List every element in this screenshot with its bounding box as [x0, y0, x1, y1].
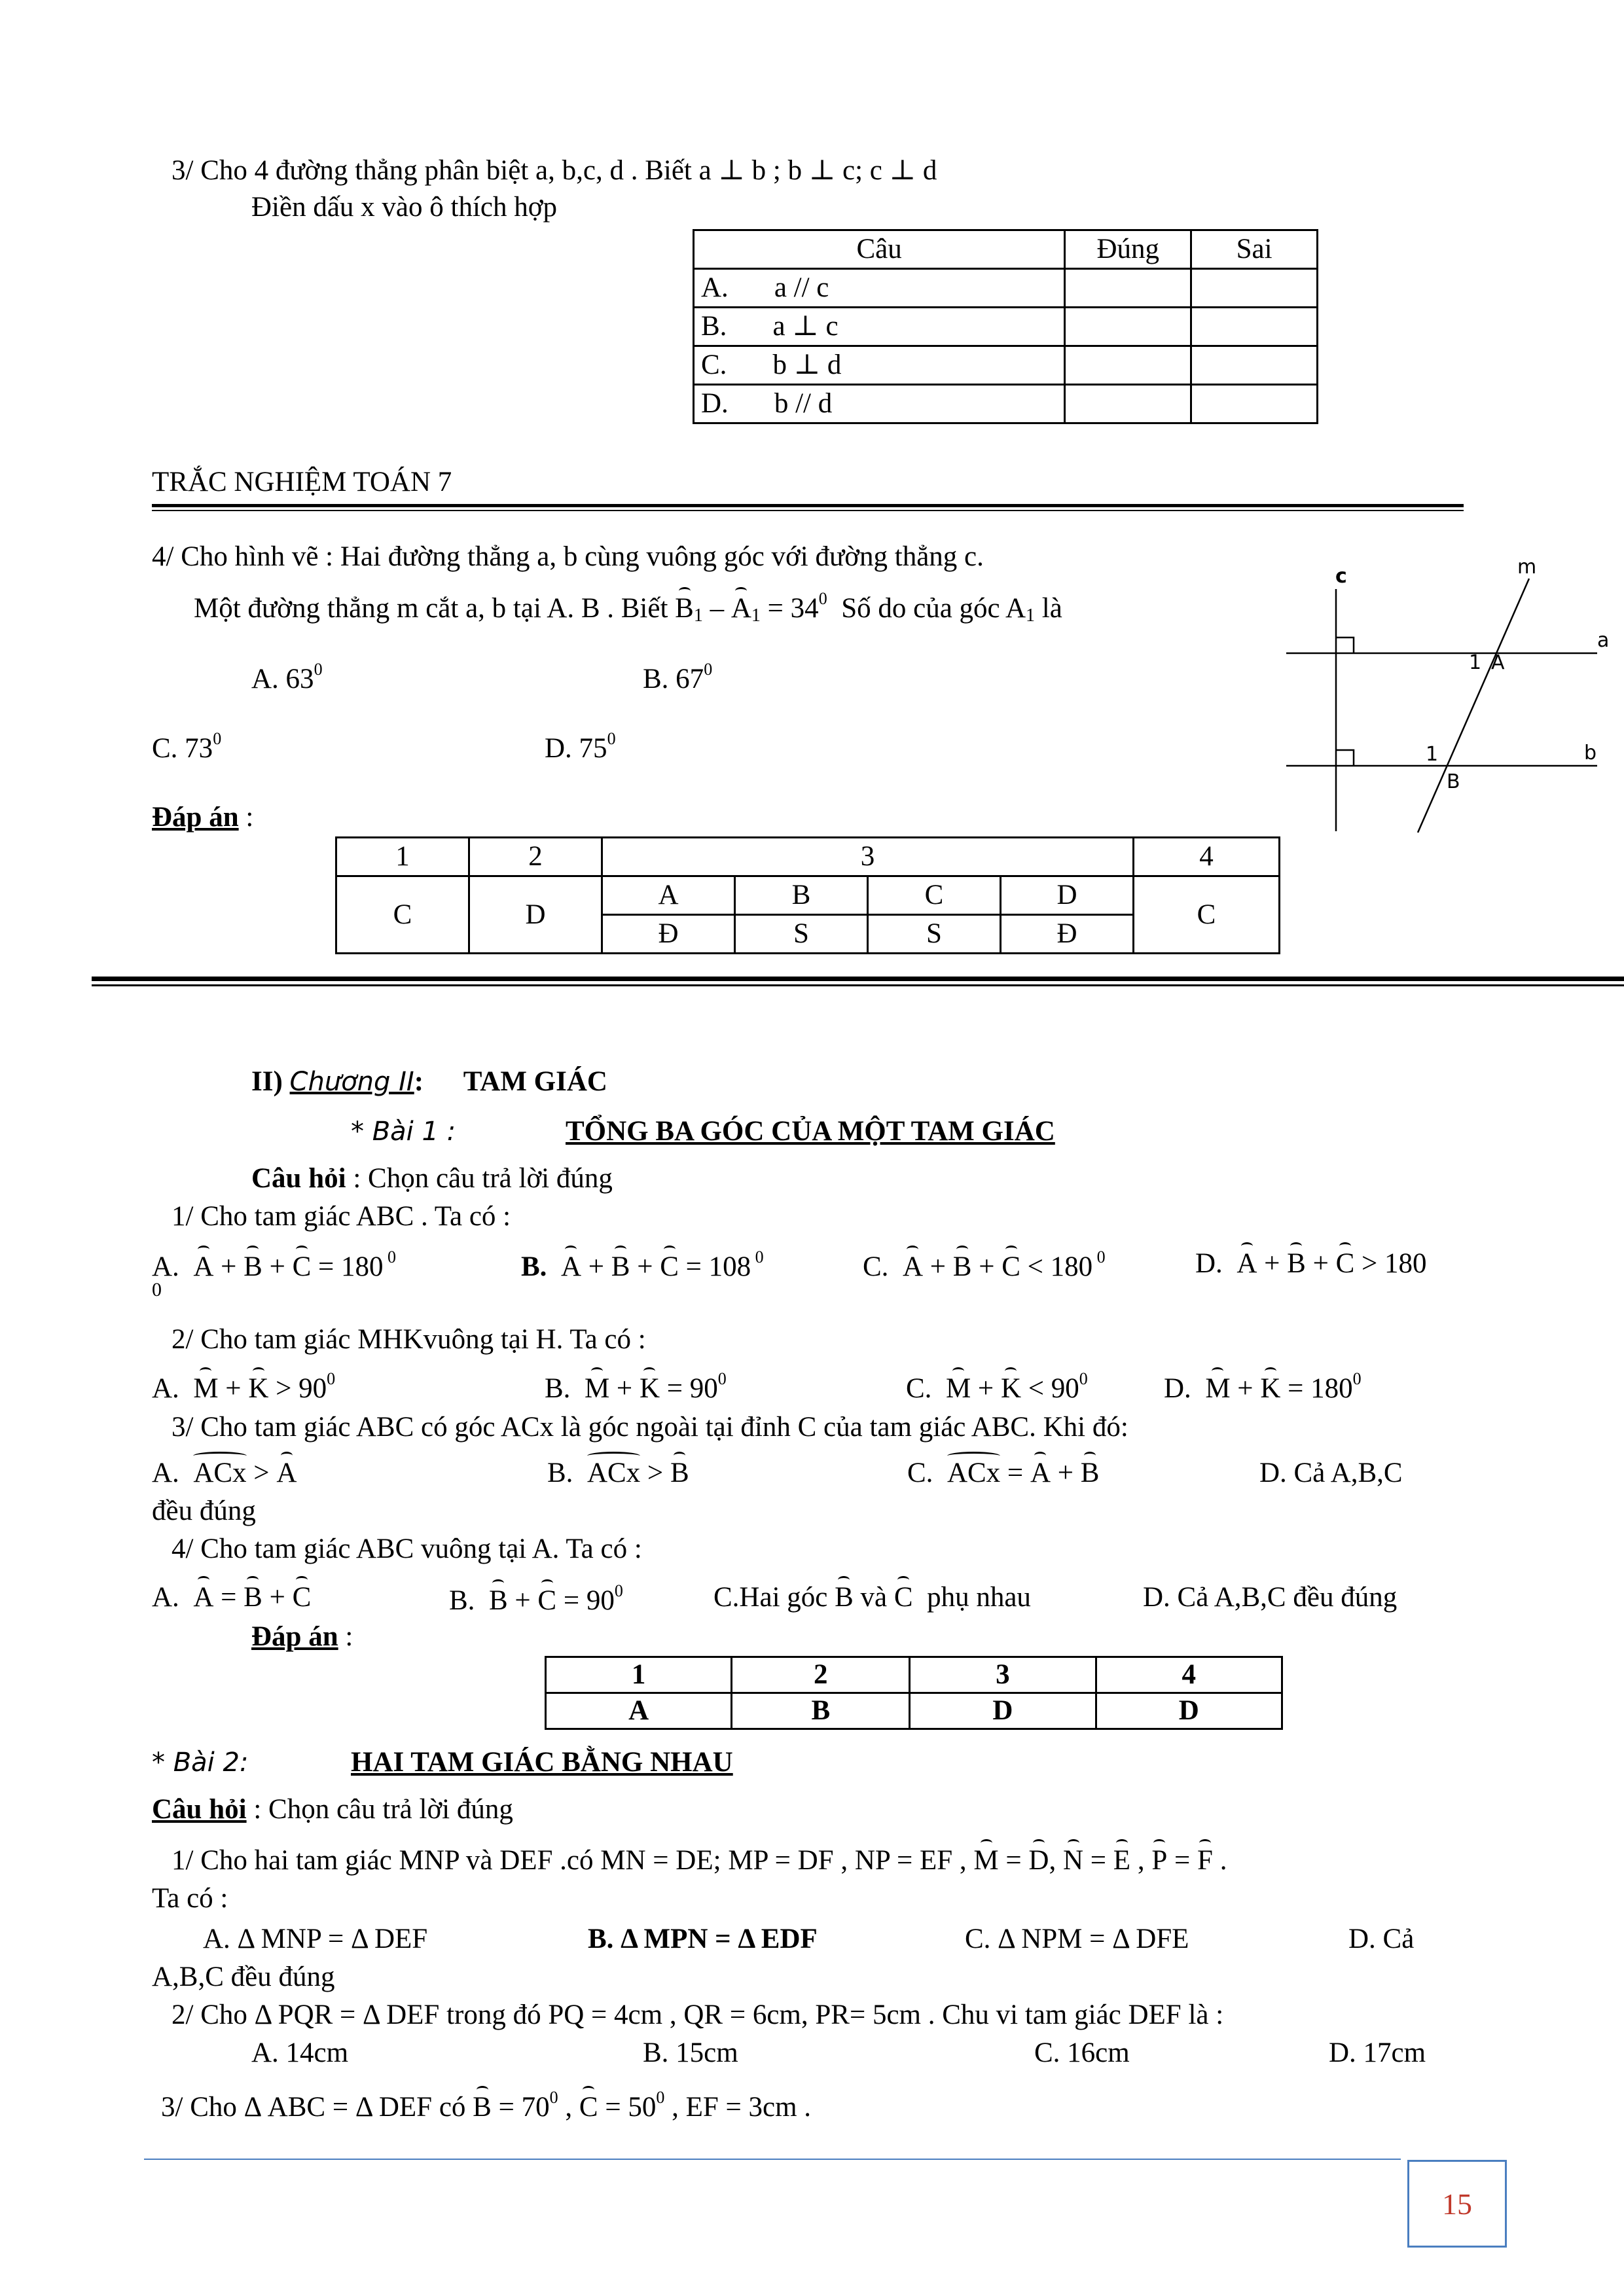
- q3-letter-c: C: [868, 876, 1001, 915]
- l1-q2-stem: 2/ Cho tam giác MHKvuông tại H. Ta có :: [171, 1324, 646, 1355]
- l2-q1-option-d[interactable]: D. Cả: [1348, 1924, 1415, 1954]
- l1-q3-stem: 3/ Cho tam giác ABC có góc ACx là góc ngoài tại đỉnh C của tam giác ABC. Khi đó:: [171, 1412, 1128, 1443]
- l2-q1-wrap: Ta có :: [152, 1883, 228, 1914]
- col-2: 2: [732, 1657, 910, 1693]
- l1-q2-option-c[interactable]: C. $M + K < 90^0$: [906, 1369, 1088, 1404]
- table-row: [336, 838, 1280, 876]
- row-b-statement: B. a ⊥ c: [694, 308, 1065, 346]
- q3-instruction: Điền dấu x vào ô thích hợp: [251, 192, 557, 223]
- l2-q2-option-d[interactable]: D. 17cm: [1329, 2037, 1426, 2068]
- row-d-sai-cell[interactable]: [1191, 385, 1318, 423]
- lesson2-title: HAI TAM GIÁC BẰNG NHAU: [351, 1747, 733, 1778]
- l1-q3-option-c[interactable]: C. ACx = A + B: [907, 1458, 1100, 1488]
- label-b: b: [1584, 742, 1597, 764]
- answers-1-table: [335, 836, 1280, 954]
- answer-q2: D: [469, 876, 602, 954]
- l2-q2-option-a[interactable]: A. 14cm: [251, 2037, 349, 2068]
- l1-q1-stem: 1/ Cho tam giác ABC . Ta có :: [171, 1201, 511, 1232]
- header-cau: Câu: [694, 230, 1065, 269]
- label-c: c: [1335, 565, 1347, 588]
- row-d-dung-cell[interactable]: [1065, 385, 1191, 423]
- l1-q1-option-c[interactable]: C. A + B + C < 180 $^0$: [863, 1247, 1106, 1282]
- col-4: 4: [1096, 1657, 1282, 1693]
- l1-q4-option-a[interactable]: A. A = B + C: [152, 1582, 312, 1613]
- table-row: [336, 876, 1280, 915]
- row-c-statement: C. b ⊥ d: [694, 346, 1065, 385]
- l1-q3-option-b[interactable]: B. ACx > B: [547, 1458, 689, 1488]
- q3-stem: 3/ Cho 4 đường thẳng phân biệt a, b,c, d . Biết a ⊥ b ; b ⊥ c; c ⊥ d: [171, 155, 937, 186]
- line-m: [1418, 579, 1529, 833]
- table-row: [546, 1657, 1282, 1693]
- q3-true-false-table: [693, 229, 1318, 424]
- l1-q3-wrap: đều đúng: [152, 1496, 256, 1526]
- row-b-dung-cell[interactable]: [1065, 308, 1191, 346]
- q3-letter-b: B: [735, 876, 868, 915]
- row-c-sai-cell[interactable]: [1191, 346, 1318, 385]
- section-divider: [92, 977, 1624, 986]
- col-3: 3: [602, 838, 1134, 876]
- l1-q1-option-d[interactable]: D. A + B + C > 180: [1195, 1248, 1427, 1279]
- l1-q1-option-a[interactable]: A. A + B + C = 180 $^0$: [152, 1247, 397, 1282]
- label-point-a: A: [1491, 651, 1505, 674]
- q4-option-b[interactable]: B. $67^0$: [643, 660, 713, 694]
- l1-q3-option-d[interactable]: D. Cả A,B,C: [1259, 1458, 1403, 1488]
- answer-q1: C: [336, 876, 469, 954]
- answer-3: D: [910, 1693, 1096, 1729]
- q4-figure: [1270, 550, 1610, 838]
- l1-q2-option-a[interactable]: A. $M + K > 90^0$: [152, 1369, 336, 1404]
- page-number: 15: [1407, 2160, 1507, 2248]
- col-3: 3: [910, 1657, 1096, 1693]
- l2-q2-option-c[interactable]: C. 16cm: [1034, 2037, 1130, 2068]
- q4-line2: Một đường thẳng m cắt a, b tại A. B . Biết $B_1 - A_1 = 34^0$ Số do của góc $A_1$ là: [194, 589, 1062, 626]
- row-a-statement: A. a // c: [694, 269, 1065, 308]
- q4-line1: 4/ Cho hình vẽ : Hai đường thẳng a, b cùng vuông góc với đường thẳng c.: [152, 541, 984, 572]
- l2-q1-option-b-label[interactable]: B. Δ MPN = Δ EDF: [588, 1924, 818, 1954]
- lesson1-question-label: Câu hỏi : Chọn câu trả lời đúng: [251, 1163, 613, 1194]
- right-angle-a: [1336, 637, 1354, 653]
- l1-q1-option-b[interactable]: B. A + B + C = 108 $^0$: [521, 1247, 764, 1282]
- l2-q1-wrap2: A,B,C đều đúng: [152, 1962, 335, 1992]
- header-sai: Sai: [1191, 230, 1318, 269]
- table-row: [694, 269, 1318, 308]
- l2-q2-option-b[interactable]: B. 15cm: [643, 2037, 738, 2068]
- chapter-heading: II) Chương II: TAM GIÁC: [251, 1066, 607, 1097]
- label-1-at-b: 1: [1426, 743, 1439, 766]
- lesson1-answers-title: Đáp án :: [251, 1621, 353, 1652]
- row-a-dung-cell[interactable]: [1065, 269, 1191, 308]
- q3-letter-d: D: [1001, 876, 1134, 915]
- l2-q1-stem: 1/ Cho hai tam giác MNP và DEF .có MN = DE; MP = DF , NP = EF , M = D, N = E , P = F .: [171, 1845, 1227, 1876]
- answers-1-title: Đáp án :: [152, 802, 254, 833]
- answer-q4: C: [1134, 876, 1280, 954]
- label-a: a: [1597, 629, 1610, 652]
- answer-4: D: [1096, 1693, 1282, 1729]
- label-point-b: B: [1447, 770, 1460, 793]
- q4-option-a[interactable]: A. $63^0$: [251, 660, 323, 694]
- q4-option-d[interactable]: D. $75^0$: [545, 729, 616, 764]
- right-angle-b: [1336, 750, 1354, 766]
- row-a-sai-cell[interactable]: [1191, 269, 1318, 308]
- l1-q4-option-c[interactable]: C.Hai góc B và C phụ nhau: [713, 1582, 1031, 1613]
- q3-value-a: Đ: [602, 915, 735, 954]
- table-row: [694, 230, 1318, 269]
- row-c-dung-cell[interactable]: [1065, 346, 1191, 385]
- table-row: [694, 346, 1318, 385]
- l1-q1-wrap: 0: [152, 1279, 162, 1300]
- answer-2: B: [732, 1693, 910, 1729]
- col-1: 1: [336, 838, 469, 876]
- l1-q2-option-b[interactable]: B. $M + K = 90^0$: [545, 1369, 727, 1404]
- l2-q2-stem: 2/ Cho Δ PQR = Δ DEF trong đó PQ = 4cm , QR = 6cm, PR= 5cm . Chu vi tam giác DEF là :: [171, 2000, 1224, 2030]
- lesson2-question-label: Câu hỏi : Chọn câu trả lời đúng: [152, 1794, 513, 1825]
- q3-letter-a: A: [602, 876, 735, 915]
- row-d-statement: D. b // d: [694, 385, 1065, 423]
- col-1: 1: [546, 1657, 732, 1693]
- header-dung: Đúng: [1065, 230, 1191, 269]
- l2-q3-stem: 3/ Cho Δ ABC = Δ DEF có $B = 70^0$ , $C = 50^0$ , EF = 3cm .: [161, 2088, 812, 2123]
- col-2: 2: [469, 838, 602, 876]
- q3-value-b: S: [735, 915, 868, 954]
- footer-line: [144, 2159, 1401, 2160]
- lesson2-label: * Bài 2:: [152, 1748, 249, 1778]
- lesson1-title: TỔNG BA GÓC CỦA MỘT TAM GIÁC: [566, 1116, 1055, 1147]
- running-header: TRẮC NGHIỆM TOÁN 7: [152, 467, 452, 497]
- label-1-at-a: 1: [1469, 651, 1482, 674]
- row-b-sai-cell[interactable]: [1191, 308, 1318, 346]
- label-m: m: [1517, 556, 1537, 579]
- lesson1-answers-table: [545, 1656, 1283, 1730]
- l2-q1-option-c[interactable]: C. Δ NPM = Δ DFE: [965, 1924, 1189, 1954]
- l1-q4-option-d[interactable]: D. Cả A,B,C đều đúng: [1143, 1582, 1398, 1613]
- l1-q3-option-a[interactable]: A. ACx > A: [152, 1458, 297, 1488]
- header-divider: [152, 504, 1464, 511]
- table-row: [694, 385, 1318, 423]
- l2-q1-option-a[interactable]: A. Δ MNP = Δ DEF: [203, 1924, 428, 1954]
- q4-option-c[interactable]: C. $73^0$: [152, 729, 222, 764]
- l1-q4-option-b[interactable]: B. $B + C = 90^0$: [449, 1581, 623, 1616]
- col-4: 4: [1134, 838, 1280, 876]
- answer-1: A: [546, 1693, 732, 1729]
- q3-value-d: Đ: [1001, 915, 1134, 954]
- lesson1-label: * Bài 1 :: [351, 1117, 456, 1147]
- l1-q4-stem: 4/ Cho tam giác ABC vuông tại A. Ta có :: [171, 1534, 642, 1564]
- l1-q2-option-d[interactable]: D. $M + K = 180^0$: [1164, 1369, 1362, 1404]
- q3-value-c: S: [868, 915, 1001, 954]
- table-row: [694, 308, 1318, 346]
- table-row: [546, 1693, 1282, 1729]
